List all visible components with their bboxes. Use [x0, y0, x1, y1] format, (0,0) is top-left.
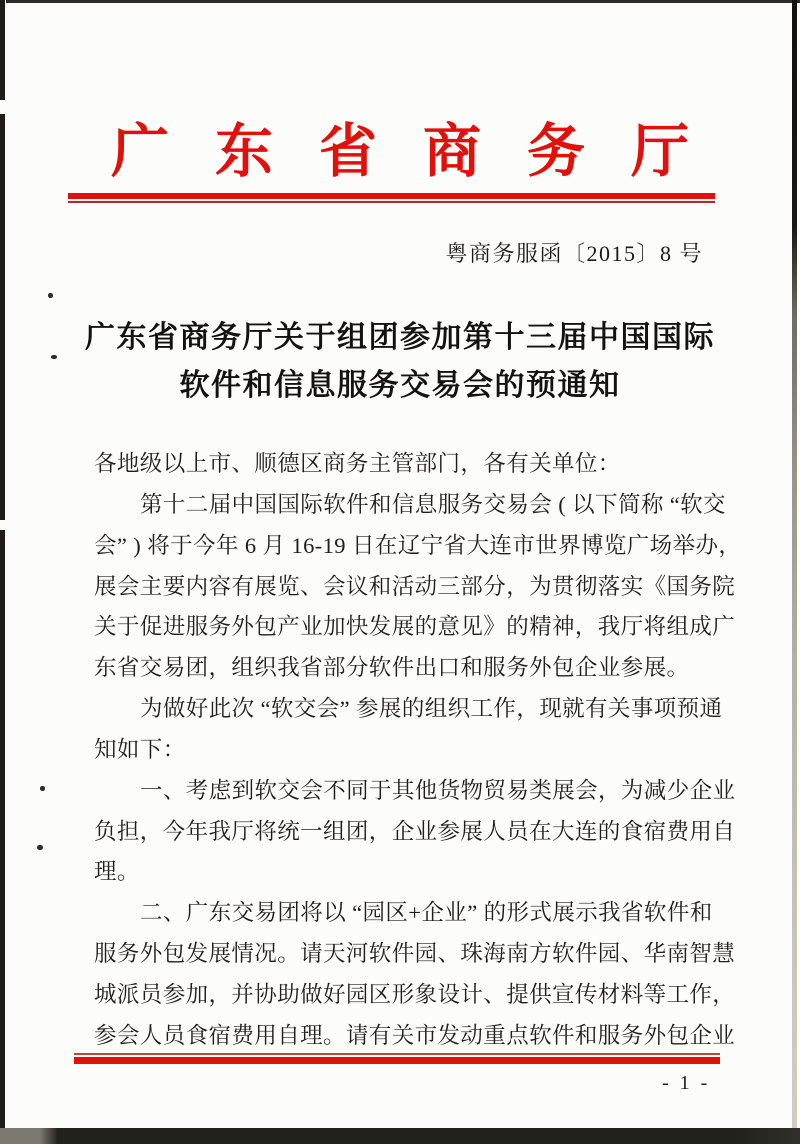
- scan-speck: [37, 845, 43, 850]
- scan-edge-top: [6, 0, 800, 3]
- scan-edge-notch: [0, 520, 5, 530]
- body-line: 城派员参加，并协助做好园区形象设计、提供宣传材料等工作，: [94, 981, 736, 1007]
- document-title-line2: 软件和信息服务交易会的预通知: [179, 369, 621, 402]
- body-line: 各地级以上市、顺德区商务主管部门，各有关单位：: [94, 451, 621, 476]
- body-line: 会” ) 将于今年 6 月 16-19 日在辽宁省大连市世界博览广场举办，: [94, 532, 742, 558]
- scan-edge-bottom: [0, 1128, 800, 1144]
- document-number: 粤商务服函〔2015〕8 号: [445, 241, 703, 266]
- body-line: 一、考虑到软交会不同于其他货物贸易类展会，为减少企业: [140, 777, 736, 803]
- body-line: 理。: [94, 859, 140, 885]
- scan-speck: [40, 786, 45, 791]
- footer-double-rule: [74, 1053, 720, 1064]
- letterhead-rule-thin: [68, 201, 715, 203]
- body-line: 参会人员食宿费用自理。请有关市发动重点软件和服务外包企业: [94, 1022, 736, 1048]
- scan-speck: [48, 293, 53, 298]
- body-text: [94, 444, 742, 1057]
- footer-rule-thick: [74, 1057, 720, 1064]
- document-title: [0, 314, 800, 410]
- document-title-line1: 广东省商务厅关于组团参加第十三届中国国际: [85, 321, 715, 354]
- body-line: 关于促进服务外包产业加快发展的意见》的精神，我厅将组成广: [94, 614, 736, 640]
- scan-speck: [51, 355, 57, 359]
- body-line: 东省交易团，组织我省部分软件出口和服务外包企业参展。: [94, 655, 690, 681]
- body-line: 负担，今年我厅将统一组团，企业参展人员在大连的食宿费用自: [94, 818, 736, 844]
- body-line: 服务外包发展情况。请天河软件园、珠海南方软件园、华南智慧: [94, 941, 736, 967]
- body-line: 第十二届中国国际软件和信息服务交易会 ( 以下简称 “软交: [140, 491, 726, 517]
- footer-rule-thin: [74, 1053, 720, 1055]
- scan-edge-notch: [0, 100, 5, 114]
- letterhead-double-rule: [68, 193, 715, 203]
- page-number: - 1 -: [662, 1072, 711, 1094]
- body-line: 为做好此次 “软交会” 参展的组织工作，现就有关事项预通: [140, 696, 723, 722]
- letterhead-rule-thick: [68, 193, 715, 199]
- body-line: 二、广东交易团将以 “园区+企业” 的形式展示我省软件和: [140, 900, 713, 926]
- body-line: 知如下：: [94, 736, 186, 762]
- body-line: 展会主要内容有展览、会议和活动三部分，为贯彻落实《国务院: [94, 573, 736, 599]
- agency-name-heading: 广东省商务厅: [110, 119, 735, 184]
